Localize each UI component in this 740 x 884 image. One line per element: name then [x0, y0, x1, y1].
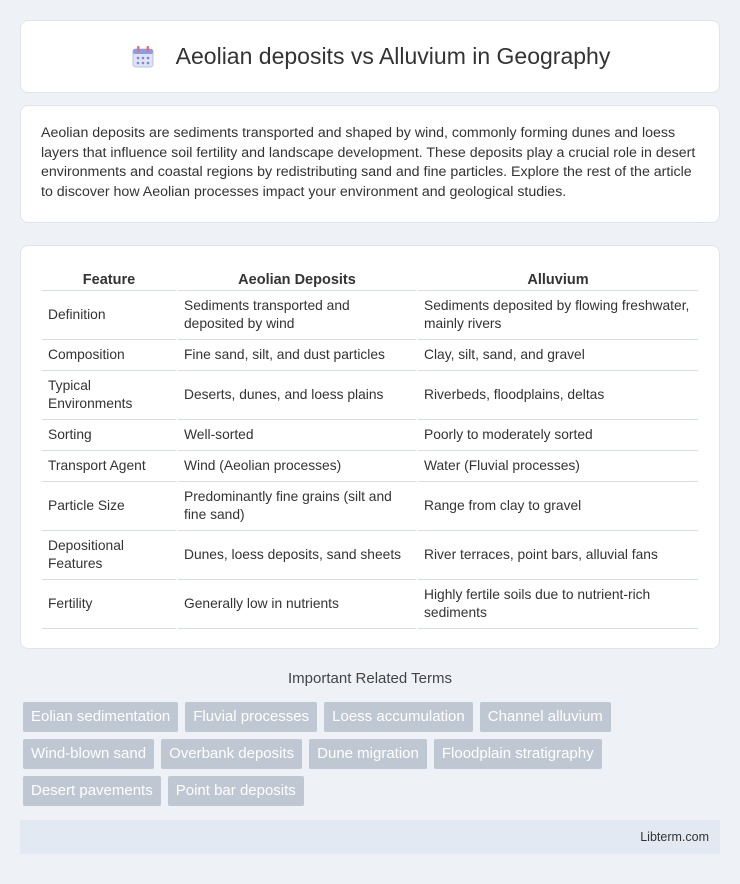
- title-card: [20, 20, 720, 93]
- related-term-tag[interactable]: Fluvial processes: [185, 702, 317, 732]
- page-title: Aeolian deposits vs Alluvium in Geography: [175, 43, 611, 69]
- table-cell-aeolian: Predominantly fine grains (silt and fine sand): [178, 482, 416, 531]
- table-cell-alluvium: Poorly to moderately sorted: [418, 420, 698, 451]
- related-terms-title: Important Related Terms: [288, 670, 452, 687]
- comparison-table: [40, 266, 700, 629]
- table-header-row: [42, 266, 698, 291]
- table-cell-alluvium: Highly fertile soils due to nutrient-rich sediments: [418, 580, 698, 629]
- table-row: [42, 371, 698, 420]
- related-term-tag[interactable]: Overbank deposits: [161, 739, 302, 769]
- table-cell-alluvium: Water (Fluvial processes): [418, 451, 698, 482]
- table-cell-aeolian: Dunes, loess deposits, sand sheets: [178, 531, 416, 580]
- table-cell-feature: Depositional Features: [42, 531, 176, 580]
- table-row: [42, 482, 698, 531]
- table-row: [42, 580, 698, 629]
- table-header-cell: Aeolian Deposits: [178, 266, 416, 291]
- table-cell-alluvium: Sediments deposited by flowing freshwater, mainly rivers: [418, 291, 698, 340]
- table-cell-aeolian: Sediments transported and deposited by wind: [178, 291, 416, 340]
- intro-card: [20, 105, 720, 223]
- table-row: [42, 451, 698, 482]
- intro-text: Aeolian deposits are sediments transported and shaped by wind, commonly forming dunes and loess layers that influence soil fertility and landscape development. These deposits play a crucial role in desert environments and coastal regions by redistributing sand and fine particles. Explore the rest of the article to discover how Aeolian processes impact your environment and geological studies.: [41, 125, 696, 200]
- footer: [20, 820, 720, 854]
- table-row: [42, 340, 698, 371]
- table-cell-aeolian: Well-sorted: [178, 420, 416, 451]
- footer-brand-link[interactable]: Libterm.com: [640, 830, 709, 844]
- table-cell-aeolian: Generally low in nutrients: [178, 580, 416, 629]
- table-cell-feature: Particle Size: [42, 482, 176, 531]
- table-cell-alluvium: Riverbeds, floodplains, deltas: [418, 371, 698, 420]
- table-cell-feature: Sorting: [42, 420, 176, 451]
- table-cell-aeolian: Wind (Aeolian processes): [178, 451, 416, 482]
- related-term-tag[interactable]: Dune migration: [309, 739, 427, 769]
- table-cell-feature: Typical Environments: [42, 371, 176, 420]
- related-term-tag[interactable]: Floodplain stratigraphy: [434, 739, 602, 769]
- related-terms-list: [23, 702, 703, 806]
- table-cell-feature: Fertility: [42, 580, 176, 629]
- related-term-tag[interactable]: Eolian sedimentation: [23, 702, 178, 732]
- table-cell-feature: Composition: [42, 340, 176, 371]
- table-row: [42, 291, 698, 340]
- related-term-tag[interactable]: Desert pavements: [23, 776, 161, 806]
- calendar-icon: [130, 44, 156, 70]
- table-header-cell: Alluvium: [418, 266, 698, 291]
- related-term-tag[interactable]: Point bar deposits: [168, 776, 304, 806]
- related-term-tag[interactable]: Wind-blown sand: [23, 739, 154, 769]
- table-row: [42, 420, 698, 451]
- comparison-table-card: [20, 245, 720, 649]
- table-cell-alluvium: Range from clay to gravel: [418, 482, 698, 531]
- table-header-cell: Feature: [42, 266, 176, 291]
- table-cell-alluvium: Clay, silt, sand, and gravel: [418, 340, 698, 371]
- table-cell-feature: Transport Agent: [42, 451, 176, 482]
- related-term-tag[interactable]: Loess accumulation: [324, 702, 473, 732]
- table-cell-alluvium: River terraces, point bars, alluvial fans: [418, 531, 698, 580]
- table-row: [42, 531, 698, 580]
- table-cell-aeolian: Deserts, dunes, and loess plains: [178, 371, 416, 420]
- related-term-tag[interactable]: Channel alluvium: [480, 702, 611, 732]
- table-cell-feature: Definition: [42, 291, 176, 340]
- table-cell-aeolian: Fine sand, silt, and dust particles: [178, 340, 416, 371]
